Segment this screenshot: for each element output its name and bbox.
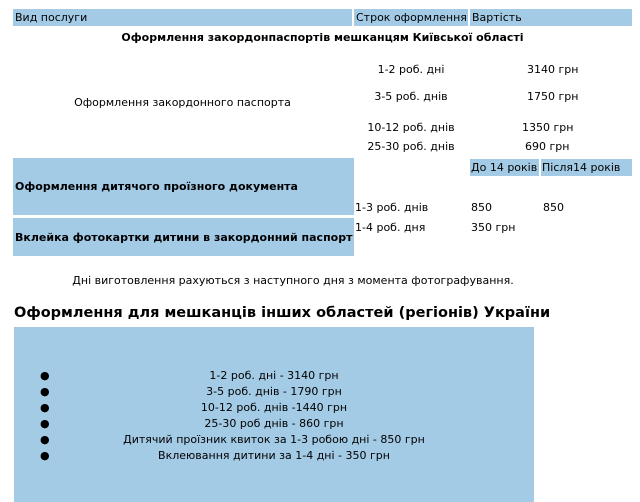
list-item <box>14 432 534 448</box>
header-service <box>13 9 352 26</box>
kyiv-price-1: 3140 грн <box>527 63 579 76</box>
list-item <box>14 400 534 416</box>
other-regions-list <box>14 368 534 464</box>
child-travel-title: Оформлення дитячого проїзного документа <box>15 180 298 193</box>
list-item <box>14 368 534 384</box>
header-cost-label: Вартість <box>472 11 522 24</box>
bullet-icon: ● <box>40 433 50 446</box>
child-travel-price-under14: 850 <box>471 201 492 214</box>
kyiv-term-3: 10-12 роб. днів <box>367 121 455 134</box>
list-item <box>14 416 534 432</box>
child-travel-cell <box>13 158 354 215</box>
list-item-text: 3-5 роб. днів - 1790 грн <box>206 385 342 398</box>
kyiv-price-2: 1750 грн <box>527 90 579 103</box>
kyiv-section-title: Оформлення закордонпаспортів мешканцям Київської області <box>121 31 524 44</box>
production-note: Дні виготовлення рахуються з наступного дня з момента фотографування. <box>72 274 514 287</box>
kyiv-price-3: 1350 грн <box>522 121 574 134</box>
header-term-label: Строк оформлення <box>356 11 467 24</box>
other-regions-panel <box>14 327 534 502</box>
bullet-icon: ● <box>40 449 50 462</box>
child-photo-term: 1-4 роб. дня <box>355 221 426 234</box>
other-regions-title: Оформлення для мешканців інших областей (регіонів) України <box>14 305 551 321</box>
child-travel-term: 1-3 роб. днів <box>355 201 429 214</box>
child-travel-price-over14: 850 <box>543 201 564 214</box>
header-cost <box>470 9 632 26</box>
child-photo-title: Вклейка фотокартки дитини в закордонний паспорт <box>15 231 353 244</box>
kyiv-price-4: 690 грн <box>525 140 570 153</box>
kyiv-service-name: Оформлення закордонного паспорта <box>74 96 291 109</box>
list-item-text: 25-30 роб днів - 860 грн <box>204 417 344 430</box>
col-under14 <box>470 159 539 176</box>
header-service-label: Вид послуги <box>15 11 88 24</box>
bullet-icon: ● <box>40 417 50 430</box>
col-over14 <box>541 159 632 176</box>
col-under14-label: До 14 років <box>471 161 538 174</box>
header-term <box>354 9 468 26</box>
list-item <box>14 384 534 400</box>
child-photo-cell <box>13 218 354 256</box>
list-item-text: Дитячий проїзник квиток за 1-3 робою дні - 850 грн <box>123 433 425 446</box>
kyiv-term-1: 1-2 роб. дні <box>377 63 445 76</box>
bullet-icon: ● <box>40 401 50 414</box>
kyiv-term-4: 25-30 роб. днів <box>367 140 455 153</box>
list-item <box>14 448 534 464</box>
child-photo-price: 350 грн <box>471 221 516 234</box>
list-item-text: Вклеювання дитини за 1-4 дні - 350 грн <box>158 449 390 462</box>
bullet-icon: ● <box>40 385 50 398</box>
list-item-text: 10-12 роб. днів -1440 грн <box>200 401 348 414</box>
col-over14-label: Після14 років <box>542 161 621 174</box>
bullet-icon: ● <box>40 369 50 382</box>
kyiv-term-2: 3-5 роб. днів <box>374 90 448 103</box>
list-item-text: 1-2 роб. дні - 3140 грн <box>209 369 339 382</box>
